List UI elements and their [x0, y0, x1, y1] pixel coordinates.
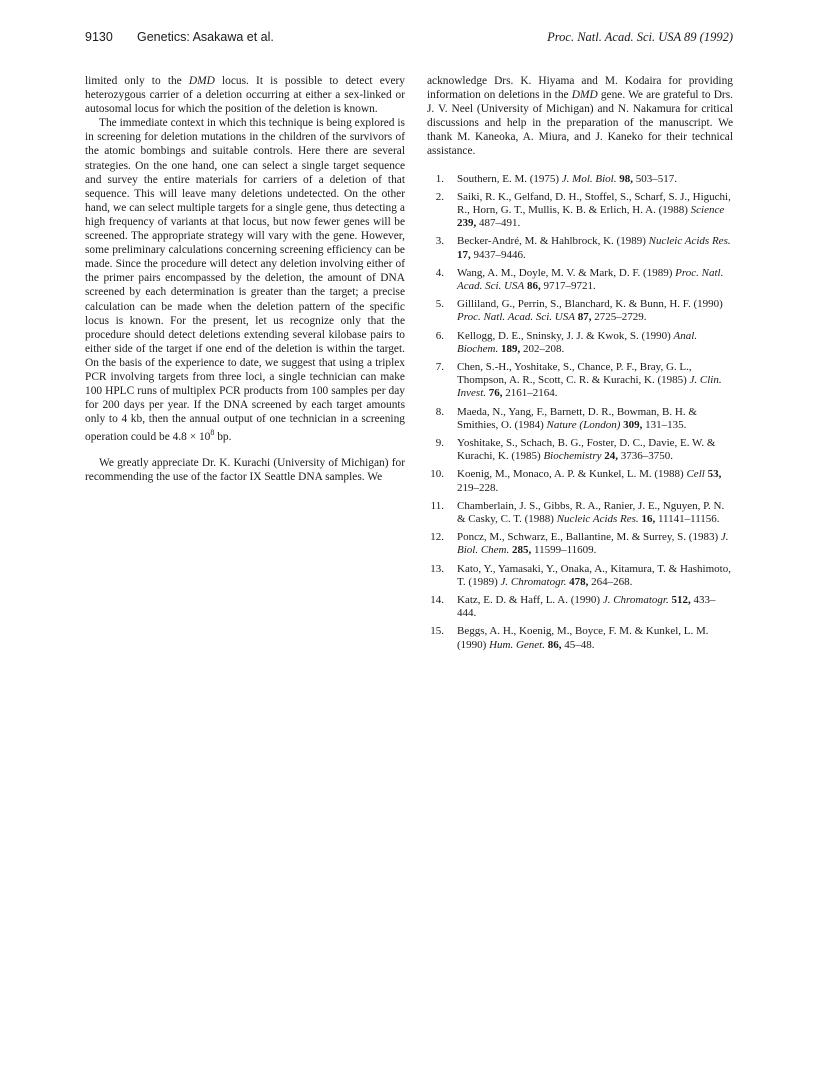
- reference-item: 2. Saiki, R. K., Gelfand, D. H., Stoffel, S., Scharf, S. J., Higuchi, R., Horn, G. T., Mullis, K. B. & Erlich, H. A. (1988) Science 239, 487–491.: [435, 190, 731, 230]
- acknowledgments-continued: acknowledge Drs. K. Hiyama and M. Kodaira for providing information on deletions in the DMD gene. We are grateful to Drs. J. V. Neel (University of Michigan) and N. Nakamura for critical discussions and help in the preparation of the manuscript. We thank M. Kaneoka, A. Miura, and J. Kaneko for their technical assistance.: [427, 75, 733, 158]
- references-list: [427, 173, 733, 652]
- running-header: [85, 30, 733, 48]
- paragraph-continued: limited only to the DMD locus. It is possible to detect every heterozygous carrier of a deletion occurring at either a sex-linked or autosomal locus for which the position of the deletion is known.: [85, 75, 405, 116]
- left-column: [85, 74, 405, 484]
- reference-item: 15. Beggs, A. H., Koenig, M., Boyce, F. M. & Kunkel, L. M. (1990) Hum. Genet. 86, 45–48.: [430, 625, 709, 651]
- reference-item: 13. Kato, Y., Yamasaki, Y., Onaka, A., Kitamura, T. & Hashimoto, T. (1989) J. Chromatogr. 478, 264–268.: [430, 562, 731, 588]
- reference-item: 12. Poncz, M., Schwarz, E., Ballantine, M. & Surrey, S. (1983) J. Biol. Chem. 285, 11599–11609.: [430, 531, 729, 557]
- right-column: [427, 74, 733, 657]
- paragraph-screening: The immediate context in which this technique is being explored is in screening for deletion mutations in the children of the survivors of the atomic bombings and suitable controls. Here there are several strategies. On the one hand, one can select a single target sequence and survey the entire materials for carriers of a deletion of that sequence. This will leave many deletions undetected. On the other hand, we can select multiple targets for a single gene, thus detecting a high frequency of variants at that locus, but now fewer genes will be screened. The appropriate strategy will vary with the gene. However, some preliminary calculations concerning screening efficiency can be made. Since the procedure will detect any deletion involving either of the primer pairs encompassed by the deletion, the amount of DNA screened by each determination is greater than the target; a precise calculation can be made when the deletion pattern of the specific locus is known. For the present, let us recognize only that the procedure should detect deletions extending several kilobase pairs to either side of the target if one end of the deletion is within the target. On the basis of the experience to date, we suggest that using a triplex PCR involving targets from three loci, a single technician can make 100 HPLC runs of multiplex PCR products from 100 samples per day for 200 days per year. If the DNA screened by each target amounts only to 4 kb, then the annual output of one technician in a screening operation could be $4.8 \times 10^8$ bp.: [85, 117, 405, 444]
- reference-item: 1. Southern, E. M. (1975) J. Mol. Biol. 98, 503–517.: [435, 172, 677, 185]
- reference-item: 4. Wang, A. M., Doyle, M. V. & Mark, D. F. (1989) Proc. Natl. Acad. Sci. USA 86, 9717–9721.: [435, 266, 724, 292]
- reference-item: 11. Chamberlain, J. S., Gibbs, R. A., Ranier, J. E., Nguyen, P. N. & Casky, C. T. (1988) Nucleic Acids Res. 16, 11141–11156.: [430, 499, 725, 526]
- reference-item: 7. Chen, S.-H., Yoshitake, S., Chance, P. F., Bray, G. L., Thompson, A. R., Scott, C. R. & Kurachi, K. (1985) J. Clin. Invest. 76, 2161–2164.: [435, 361, 722, 400]
- reference-item: 6. Kellogg, D. E., Sninsky, J. J. & Kwok, S. (1990) Anal. Biochem. 189, 202–208.: [435, 329, 698, 355]
- reference-item: 5. Gilliland, G., Perrin, S., Blanchard, K. & Bunn, H. F. (1990) Proc. Natl. Acad. Sci. USA 87, 2725–2729.: [435, 298, 723, 324]
- journal-citation: Proc. Natl. Acad. Sci. USA 89 (1992): [547, 30, 733, 44]
- reference-item: 3. Becker-André, M. & Hahlbrock, K. (1989) Nucleic Acids Res. 17, 9437–9446.: [435, 235, 731, 261]
- reference-item: 8. Maeda, N., Yang, F., Barnett, D. R., Bowman, B. H. & Smithies, O. (1984) Nature (London) 309, 131–135.: [435, 405, 697, 431]
- reference-item: 10. Koenig, M., Monaco, A. P. & Kunkel, L. M. (1988) Cell 53, 219–228.: [430, 468, 722, 494]
- reference-item: 14. Katz, E. D. & Haff, L. A. (1990) J. Chromatogr. 512, 433–444.: [430, 594, 716, 620]
- reference-item: 9. Yoshitake, S., Schach, B. G., Foster, D. C., Davie, E. W. & Kurachi, K. (1985) Biochemistry 24, 3736–3750.: [435, 437, 716, 463]
- page-number: 9130: [85, 30, 113, 44]
- acknowledgments-start: We greatly appreciate Dr. K. Kurachi (University of Michigan) for recommending the use of the factor IX Seattle DNA samples. We: [85, 457, 405, 484]
- section-author-line: Genetics: Asakawa et al.: [137, 30, 274, 44]
